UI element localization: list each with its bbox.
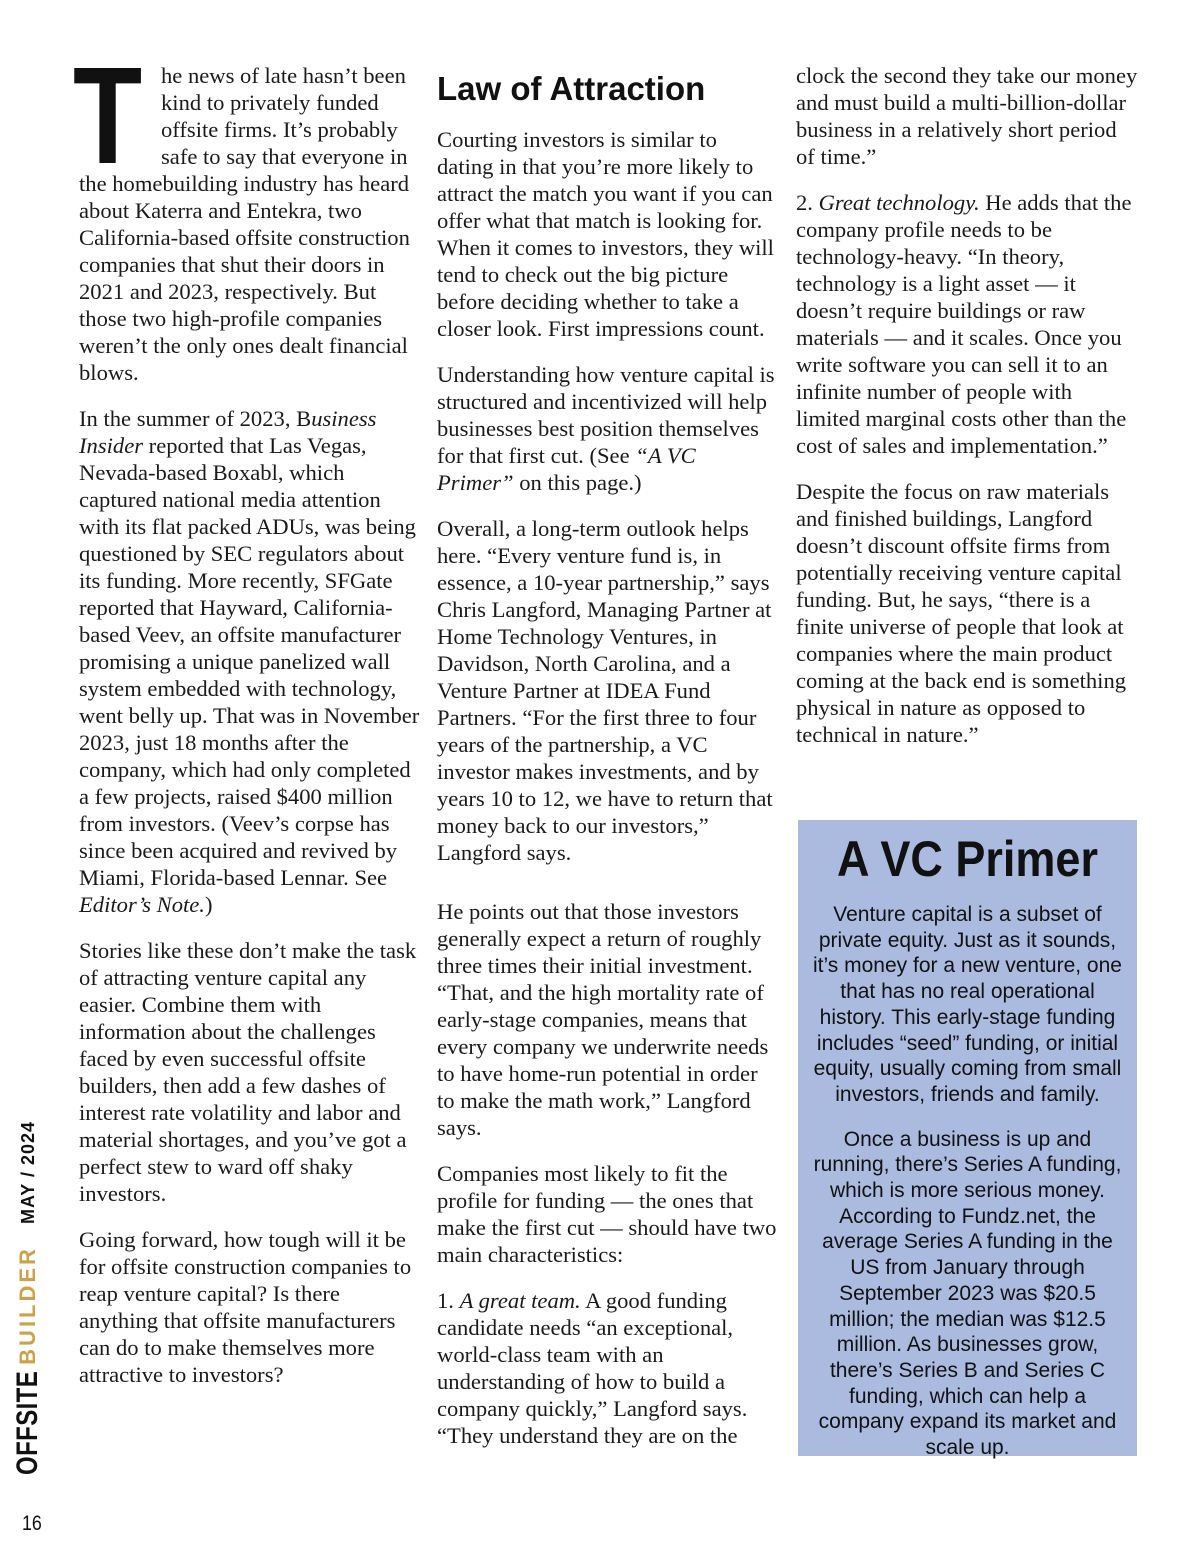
paragraph: Courting investors is similar to dating in that you’re more likely to attract the match you want if you can offer what that match is looking for. When it comes to investors, they will tend to check out the big picture before deciding whether to take a closer look. First impressions count. [437,127,774,341]
paragraph: 2. Great technology. He adds that the company profile needs to be technology-heavy. “In theory, technology is a light asset — it doesn’t require buildings or raw materials — and it scales. Once you write software you can sell it to an infinite number of people with limited marginal costs other than the cost of sales and implementation.” [796,190,1132,458]
paragraph: Companies most likely to fit the profile for funding — the ones that make the first cut — should have two main characteristics: [437,1161,777,1267]
article-column-3 [796,62,1141,767]
drop-cap: T [73,39,143,193]
paragraph: he news of late hasn’t been kind to privately funded offsite firms. It’s probably safe to say that everyone in the homebuilding industry has heard about Katerra and Entekra, two California-based offsite construction companies that shut their doors in 2021 and 2023, respectively. But those two high-profile companies weren’t the only ones dealt financial blows. [79,63,410,385]
sidebar-paragraph: Venture capital is a subset of private equity. Just as it sounds, it’s money for a new venture, one that has no real operational history. This early-stage funding includes “seed” funding, or initial equity, usually coming from small investors, friends and family. [813,903,1122,1106]
paragraph: He points out that those investors generally expect a return of roughly three times their initial investment. “That, and the high mortality rate of early-stage companies, means that every company we underwrite needs to have home-run potential in order to make the math work,” Langford says. [437,899,769,1140]
section-heading: Law of Attraction [437,70,706,107]
article-column-2 [437,62,777,1468]
page-number: 16 [22,1512,42,1535]
brand-builder: BUILDER [15,1246,40,1365]
magazine-spine [8,1120,48,1485]
sidebar-title: A VC Primer [837,831,1098,887]
issue-date: MAY / 2024 [17,1120,38,1225]
paragraph: 1. A great team. A good funding candidate needs “an exceptional, world-class team with an understanding of how to build a company quickly,” Langford says. “They understand they are on the [437,1288,748,1448]
paragraph: Despite the focus on raw materials and finished buildings, Langford doesn’t discount offsite firms from potentially receiving venture capital funding. But, he says, “there is a finite universe of people that look at companies where the main product coming at the back end is something physical in nature as opposed to technical in nature.” [796,479,1127,747]
vc-primer-sidebar [798,820,1137,1460]
brand-offsite: OFFSITE [11,1370,44,1475]
article-column-1 [73,39,424,1407]
paragraph: Going forward, how tough will it be for offsite construction companies to reap venture capital? Is there anything that offsite manufacturers can do to make themselves more attractive to investors? [79,1227,412,1387]
paragraph: Overall, a long-term outlook helps here. “Every venture fund is, in essence, a 10-year partnership,” says Chris Langford, Managing Partner at Home Technology Ventures, in Davidson, North Carolina, and a Venture Partner at IDEA Fund Partners. “For the first three to four years of the partnership, a VC investor makes investments, and by years 10 to 12, we have to return that money back to our investors,” Langford says. [437,516,773,865]
paragraph: clock the second they take our money and must build a multi-billion-dollar business in a relatively short period of time.” [796,63,1138,169]
paragraph: Stories like these don’t make the task of attracting venture capital any easier. Combine them with information about the challenges faced by even successful offsite builders, then add a few dashes of interest rate volatility and labor and material shortages, and you’ve got a perfect stew to ward off shaky investors. [79,938,417,1206]
sidebar-paragraph: Once a business is up and running, there’s Series A funding, which is more serious money. According to Fundz.net, the average Series A funding in the US from January through September 2023 was $20.5 million; the median was $12.5 million. As businesses grow, there’s Series B and Series C funding, which can help a company expand its market and scale up. [813,1127,1122,1460]
paragraph: Understanding how venture capital is structured and incentivized will help businesses best position themselves for that first cut. (See “A VC Primer” on this page.) [437,362,775,495]
paragraph: In the summer of 2023, Business Insider reported that Las Vegas, Nevada-based Boxabl, which captured national media attention with its flat packed ADUs, was being questioned by SEC regulators about its funding. More recently, SFGate reported that Hayward, California-based Veev, an offsite manufacturer promising a unique panelized wall system embedded with technology, went belly up. That was in November 2023, just 18 months after the company, which had only completed a few projects, raised $400 million from investors. (Veev’s corpse has since been acquired and revived by Miami, Florida-based Lennar. See Editor’s Note.) [79,406,420,917]
